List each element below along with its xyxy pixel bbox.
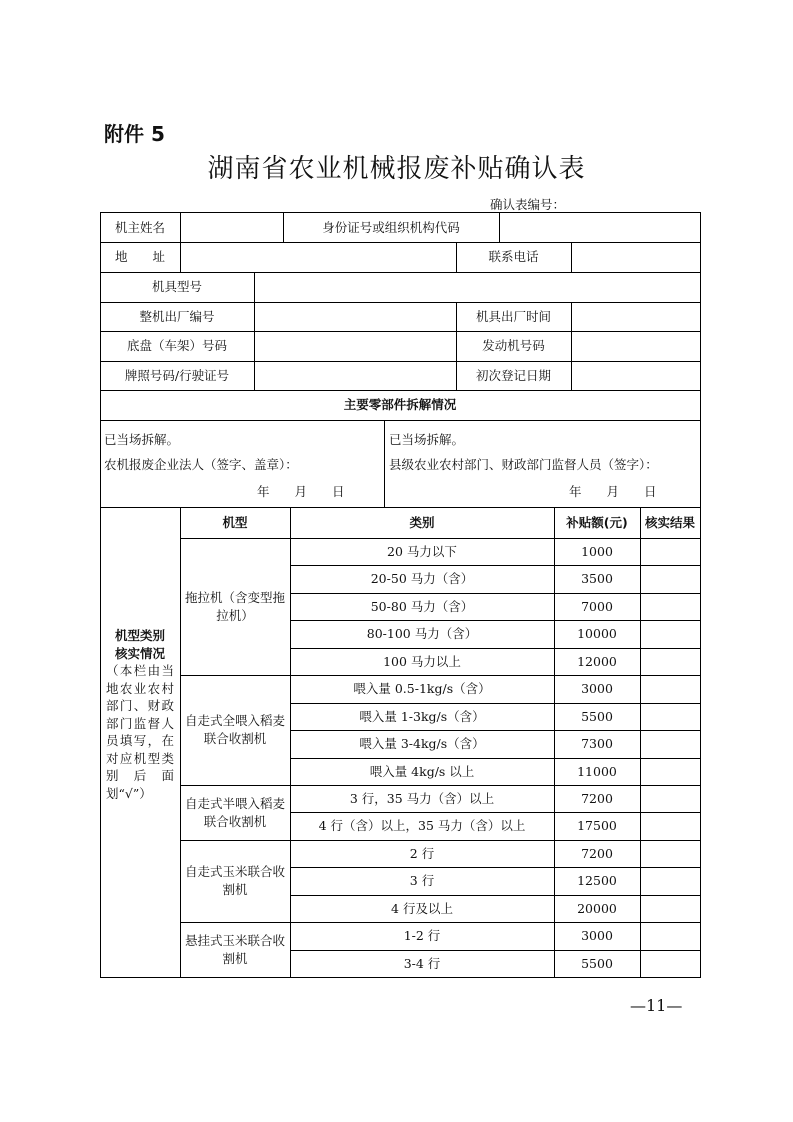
category-cell: 4 行及以上 (391, 900, 453, 916)
amount-cell: 3000 (581, 681, 613, 696)
machine-type-self-propelled-corn-harvester: 自走式玉米联合收割机 (184, 864, 285, 897)
row-divider (100, 302, 701, 303)
col-divider (180, 507, 181, 977)
result-cell[interactable] (640, 593, 700, 620)
row-divider (100, 331, 701, 332)
dismantle-heading: 主要零部件拆解情况 (343, 397, 457, 412)
owner-name-label: 机主姓名 (114, 219, 165, 235)
row-divider (100, 242, 701, 243)
factory-date-field[interactable] (571, 302, 700, 331)
result-cell[interactable] (640, 538, 700, 565)
category-cell: 20 马力以下 (387, 543, 457, 559)
category-cell: 4 行（含）以上，35 马力（含）以上 (318, 818, 526, 833)
address-field[interactable] (180, 242, 456, 272)
factory-date-label: 机具出厂时间 (475, 308, 551, 324)
result-cell[interactable] (640, 758, 700, 785)
table-border-right (700, 212, 701, 978)
col-divider (384, 420, 385, 507)
confirmation-number-label: 确认表编号： (490, 197, 566, 212)
result-cell[interactable] (640, 703, 700, 730)
machine-type-full-feed-harvester: 自走式全喂入稻麦联合收割机 (184, 713, 285, 746)
category-cell: 喂入量 1-3kg/s（含） (359, 708, 485, 724)
chassis-field[interactable] (254, 331, 456, 361)
verification-side-note (100, 627, 180, 802)
category-cell: 80-100 马力（含） (366, 626, 478, 641)
id-code-label: 身份证号或组织机构代码 (322, 219, 460, 235)
result-cell[interactable] (640, 895, 700, 922)
address-label: 地 址 (114, 249, 165, 264)
phone-field[interactable] (571, 242, 700, 272)
row-divider (100, 390, 701, 391)
enterprise-signature-label: 农机报废企业法人（签字、盖章）： (104, 457, 298, 472)
result-cell[interactable] (640, 620, 700, 648)
table-border-top (100, 212, 701, 213)
amount-cell: 5500 (581, 955, 613, 971)
amount-cell: 12500 (577, 873, 617, 888)
col-header-result: 核实结果 (644, 515, 695, 530)
machine-type-half-feed-harvester: 自走式半喂入稻麦联合收割机 (184, 795, 285, 829)
col-divider (290, 507, 291, 977)
page-title: 湖南省农业机械报废补贴确认表 (207, 154, 586, 184)
id-code-field[interactable] (499, 213, 700, 242)
row-divider (180, 675, 701, 676)
row-divider (180, 922, 701, 923)
enterprise-signature-block (104, 427, 379, 505)
row-divider (100, 420, 701, 421)
first-registration-field[interactable] (571, 361, 700, 390)
category-cell: 喂入量 4kg/s 以上 (369, 763, 475, 779)
result-cell[interactable] (640, 648, 700, 675)
col-header-amount: 补贴额(元) (566, 515, 628, 530)
category-cell: 2 行 (409, 845, 435, 861)
result-cell[interactable] (640, 565, 700, 593)
amount-cell: 1000 (581, 543, 613, 559)
result-cell[interactable] (640, 812, 700, 840)
model-label: 机具型号 (151, 279, 202, 294)
plate-label: 牌照号码/行驶证号 (124, 367, 230, 383)
category-cell: 3 行，35 马力（含）以上 (349, 790, 495, 806)
row-divider (100, 507, 701, 508)
amount-cell: 17500 (577, 818, 617, 833)
result-cell[interactable] (640, 867, 700, 895)
amount-cell: 12000 (577, 653, 617, 669)
result-cell[interactable] (640, 785, 700, 812)
row-divider (100, 361, 701, 362)
chassis-label: 底盘（车架）号码 (126, 338, 227, 353)
engine-field[interactable] (571, 331, 700, 361)
col-divider (640, 507, 641, 977)
phone-label: 联系电话 (488, 249, 539, 264)
result-cell[interactable] (640, 840, 700, 867)
amount-cell: 5500 (581, 708, 613, 724)
category-cell: 50-80 马力（含） (370, 598, 474, 614)
table-border-left (100, 212, 101, 978)
supervisor-signature-date: 年 月 日 (569, 484, 657, 499)
amount-cell: 7000 (581, 598, 613, 614)
row-divider (180, 785, 701, 786)
category-cell: 3-4 行 (403, 955, 441, 971)
category-cell: 100 马力以上 (383, 653, 461, 669)
machine-type-tractor: 拖拉机（含变型拖拉机） (184, 589, 285, 623)
category-cell: 喂入量 3-4kg/s（含） (359, 736, 485, 751)
row-divider (180, 538, 701, 539)
model-field[interactable] (254, 272, 700, 302)
col-divider (254, 272, 255, 390)
col-header-type: 机型 (222, 515, 248, 530)
col-divider (180, 212, 181, 272)
amount-cell: 11000 (577, 763, 617, 779)
row-divider (100, 272, 701, 273)
category-cell: 3 行 (409, 873, 435, 888)
category-cell: 喂入量 0.5-1kg/s（含） (353, 681, 491, 696)
col-divider (456, 302, 457, 390)
amount-cell: 7200 (581, 790, 613, 806)
serial-label: 整机出厂编号 (139, 308, 215, 324)
supervisor-signature-block (389, 427, 699, 505)
result-cell[interactable] (640, 675, 700, 703)
owner-name-field[interactable] (180, 213, 283, 242)
side-title-line1: 机型类别 (114, 628, 165, 643)
machine-type-mounted-corn-harvester: 悬挂式玉米联合收割机 (184, 932, 285, 966)
side-title-line2: 核实情况 (114, 645, 165, 661)
amount-cell: 3000 (581, 928, 613, 943)
enterprise-dismantled-text: 已当场拆解。 (104, 432, 180, 447)
amount-cell: 7200 (581, 845, 613, 861)
attachment-label: 附件 5 (104, 122, 165, 146)
col-divider (571, 242, 572, 272)
table-border-bottom (100, 977, 701, 978)
page-number: —11— (630, 996, 683, 1015)
result-cell[interactable] (640, 730, 700, 758)
amount-cell: 3500 (581, 571, 613, 586)
supervisor-signature-label: 县级农业农村部门、财政部门监督人员（签字）： (389, 457, 658, 472)
col-divider (283, 212, 284, 242)
result-cell[interactable] (640, 950, 700, 977)
col-divider (499, 212, 500, 242)
plate-field[interactable] (254, 361, 456, 390)
col-divider (554, 507, 555, 977)
amount-cell: 10000 (577, 626, 617, 641)
first-registration-label: 初次登记日期 (475, 367, 551, 383)
amount-cell: 20000 (577, 900, 617, 916)
serial-field[interactable] (254, 302, 456, 331)
result-cell[interactable] (640, 922, 700, 950)
engine-label: 发动机号码 (482, 338, 545, 353)
enterprise-signature-date: 年 月 日 (257, 484, 345, 499)
col-divider (571, 302, 572, 390)
col-divider (456, 242, 457, 272)
col-header-category: 类别 (409, 515, 435, 530)
amount-cell: 7300 (581, 736, 613, 751)
category-cell: 20-50 马力（含） (370, 571, 474, 586)
category-cell: 1-2 行 (403, 928, 441, 943)
row-divider (180, 840, 701, 841)
supervisor-dismantled-text: 已当场拆解。 (389, 432, 465, 447)
side-note-text: （本栏由当地农业农村部门、财政部门监督人员填写，在对应机型类别后面划“√”） (106, 663, 174, 801)
